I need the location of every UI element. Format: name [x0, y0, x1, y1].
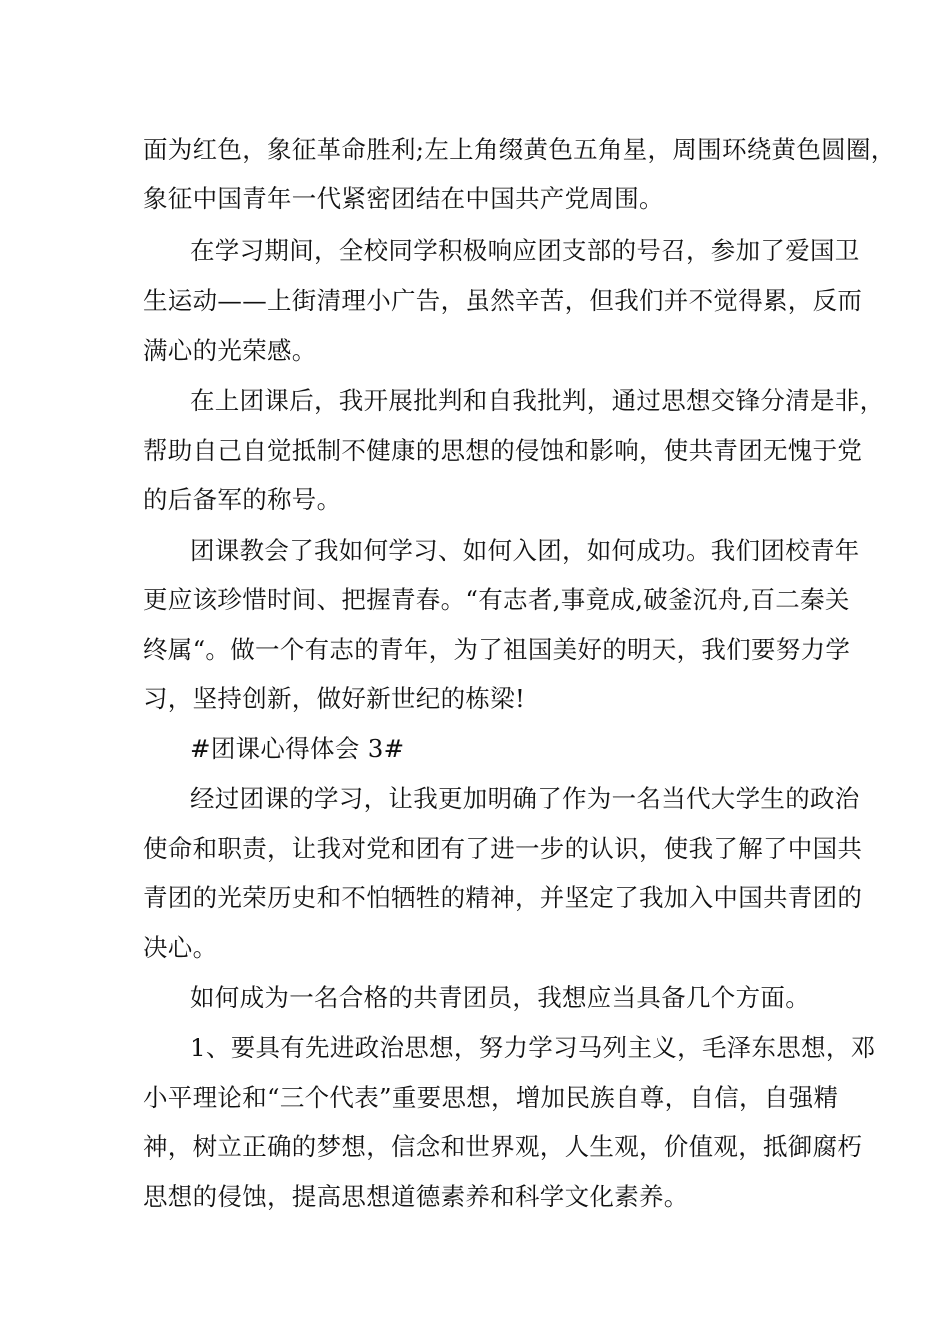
paragraph-line: 面为红色，象征革命胜利;左上角缀黄色五角星，周围环绕黄色圆圈， [143, 135, 896, 164]
section-heading: #团课心得体会 3# [190, 734, 405, 763]
paragraph-line: 思想的侵蚀，提高思想道德素养和科学文化素养。 [143, 1182, 689, 1211]
paragraph-line: 在上团课后，我开展批判和自我批判，通过思想交锋分清是非， [190, 386, 885, 415]
paragraph-line: 使命和职责，让我对党和团有了进一步的认识，使我了解了中国共 [143, 834, 863, 863]
paragraph-line: 经过团课的学习，让我更加明确了作为一名当代大学生的政治 [190, 784, 860, 813]
paragraph-line: 团课教会了我如何学习、如何入团，如何成功。我们团校青年 [190, 536, 860, 565]
paragraph-line: 在学习期间，全校同学积极响应团支部的号召，参加了爱国卫 [190, 236, 860, 265]
paragraph-line: 终属“。做一个有志的青年，为了祖国美好的明天，我们要努力学 [143, 635, 851, 664]
paragraph-line: 象征中国青年一代紧密团结在中国共产党周围。 [143, 184, 664, 213]
paragraph-line: 生运动——上街清理小广告，虽然辛苦，但我们并不觉得累，反而 [143, 286, 863, 315]
paragraph-line: 神，树立正确的梦想，信念和世界观，人生观，价值观，抵御腐朽 [143, 1132, 863, 1161]
paragraph-line: 1、要具有先进政治思想，努力学习马列主义，毛泽东思想，邓 [190, 1033, 876, 1062]
paragraph-line: 更应该珍惜时间、把握青春。“有志者,事竟成,破釜沉舟,百二秦关 [143, 585, 850, 614]
paragraph-line: 习，坚持创新，做好新世纪的栋梁! [143, 684, 526, 713]
paragraph-line: 帮助自己自觉抵制不健康的思想的侵蚀和影响，使共青团无愧于党 [143, 436, 863, 465]
paragraph-line: 满心的光荣感。 [143, 336, 317, 365]
paragraph-line: 小平理论和“三个代表”重要思想，增加民族自尊，自信，自强精 [143, 1083, 839, 1112]
paragraph-line: 决心。 [143, 933, 218, 962]
paragraph-line: 如何成为一名合格的共青团员，我想应当具备几个方面。 [190, 983, 810, 1012]
paragraph-line: 的后备军的称号。 [143, 485, 342, 514]
paragraph-line: 青团的光荣历史和不怕牺牲的精神，并坚定了我加入中国共青团的 [143, 883, 863, 912]
